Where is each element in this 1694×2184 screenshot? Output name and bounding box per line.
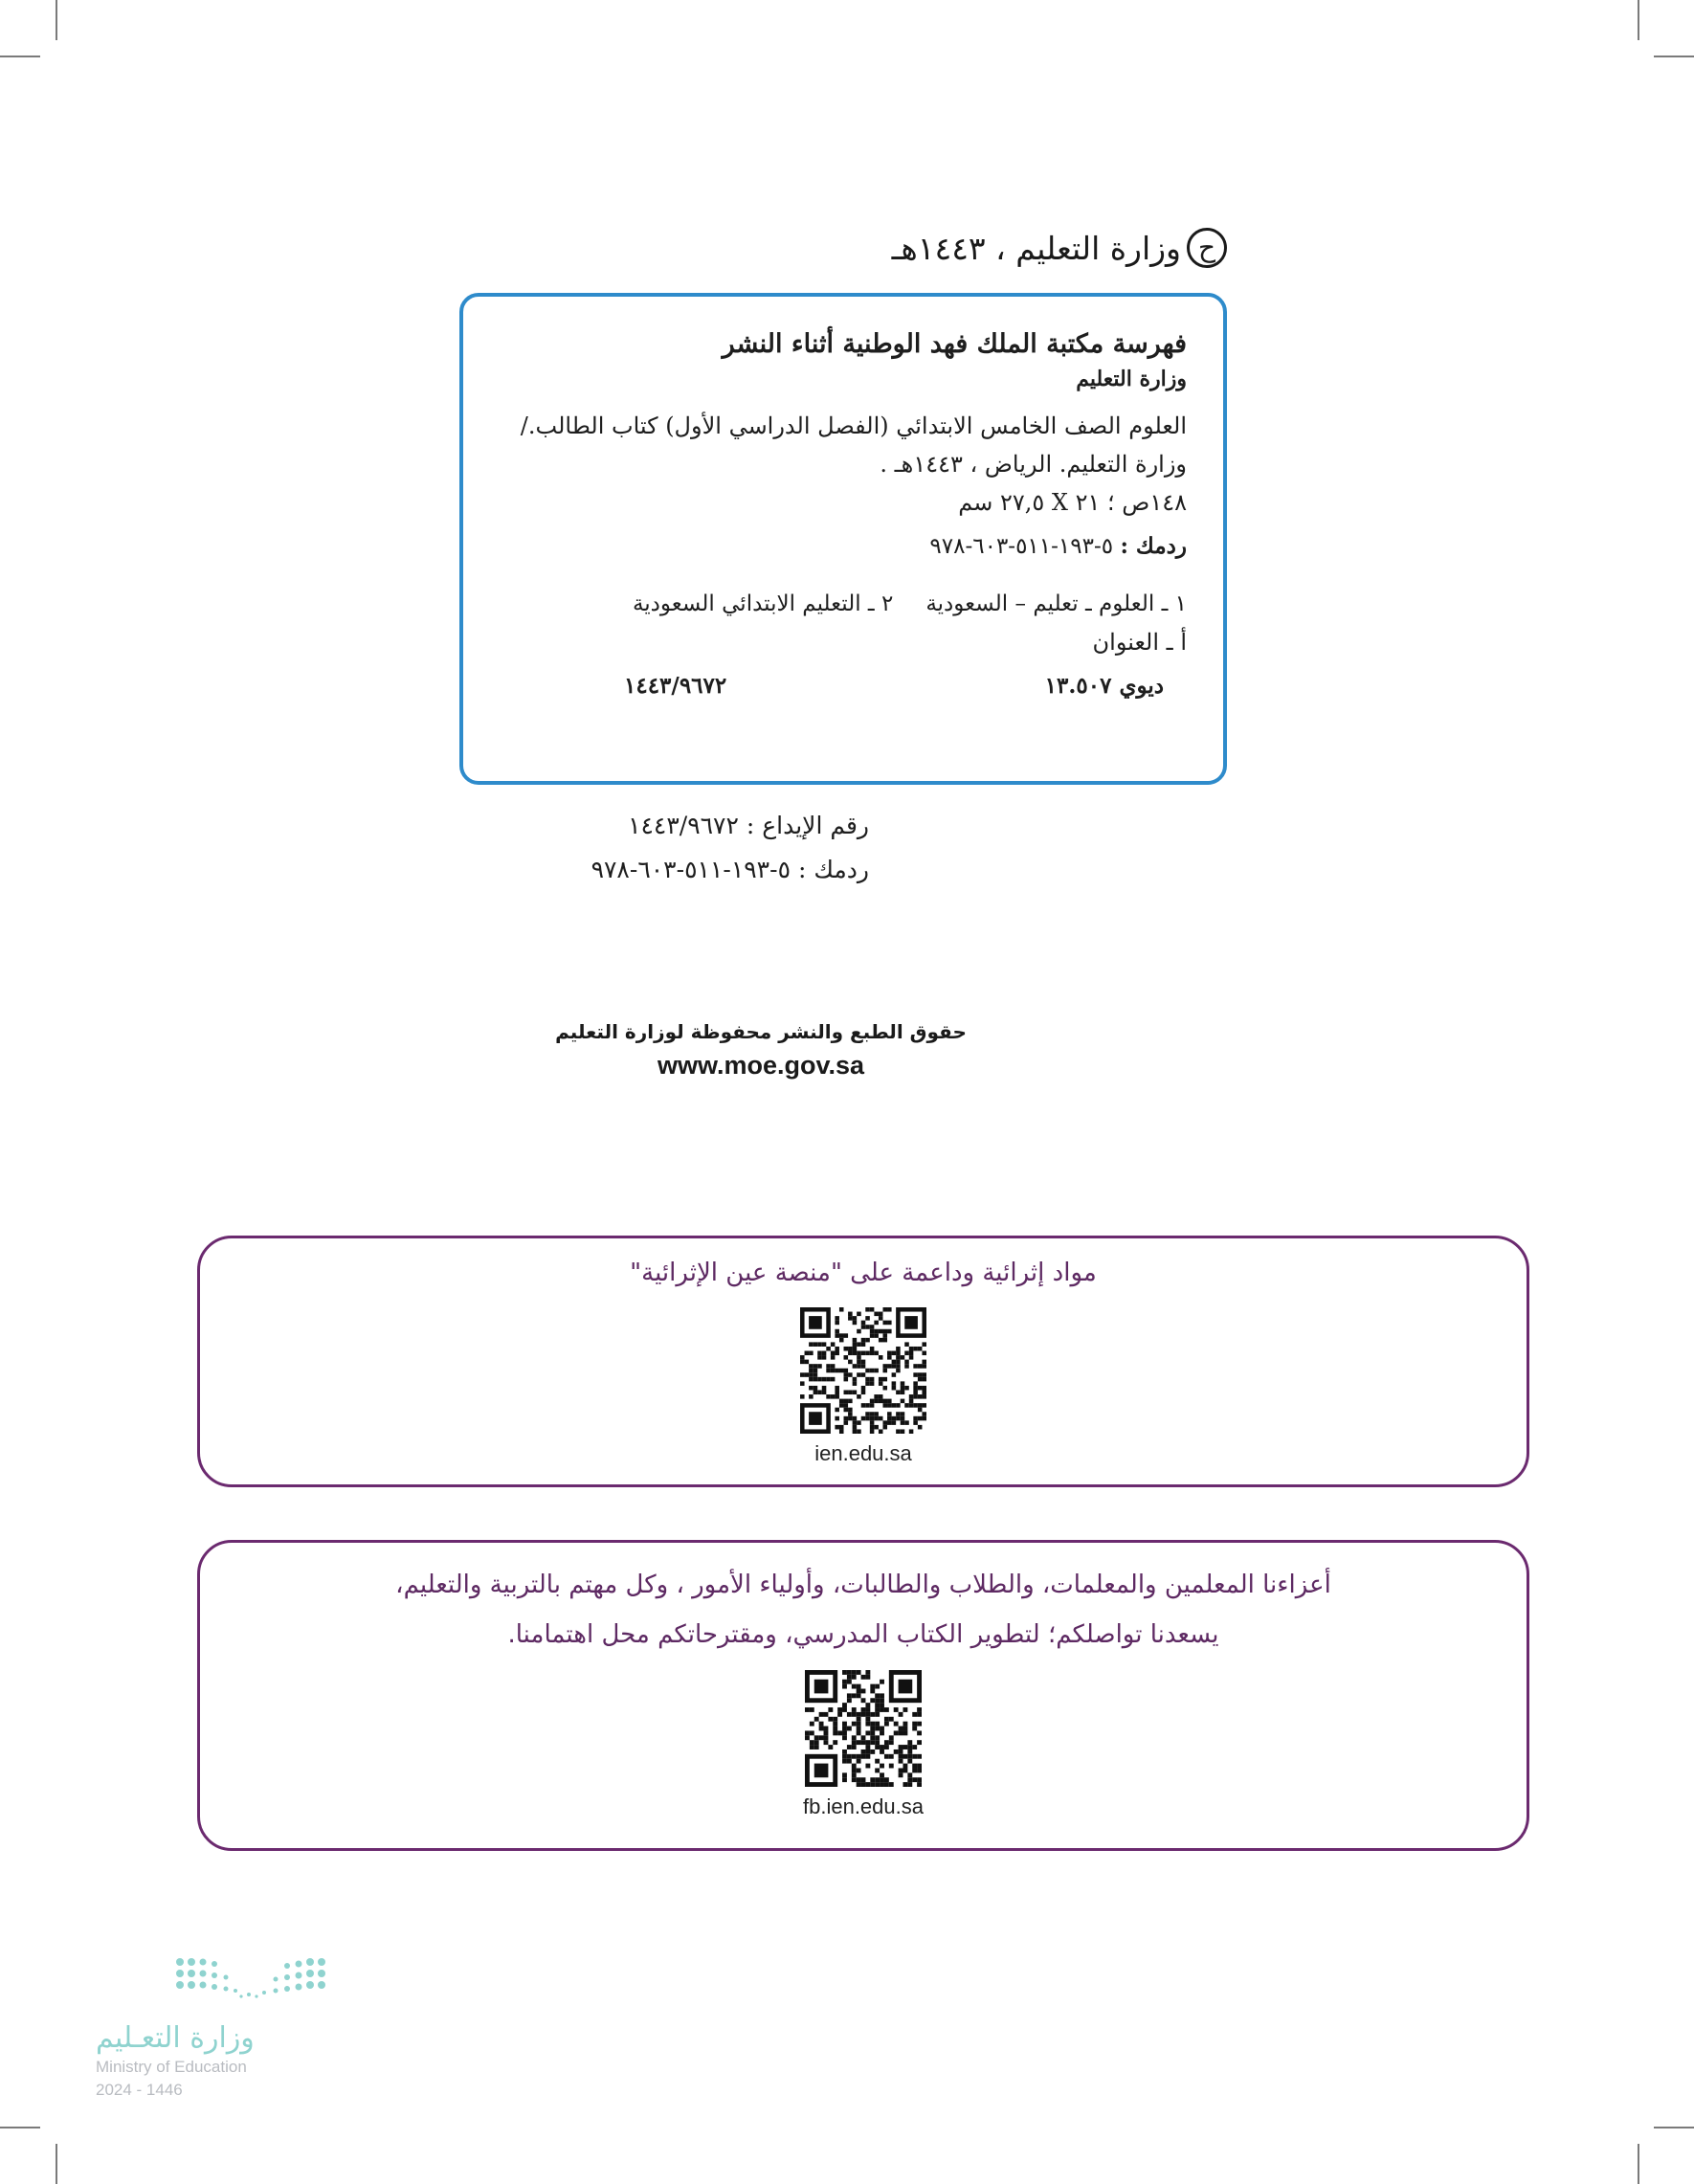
catalog-subject-1: ١ ـ العلوم ـ تعليم – السعودية (925, 591, 1187, 616)
ministry-year: 2024 - 1446 (96, 2081, 183, 2099)
rights-statement: حقوق الطبع والنشر محفوظة لوزارة التعليم (555, 1020, 967, 1043)
catalog-isbn (490, 527, 1187, 566)
feedback-text-line1: أعزاءنا المعلمين والمعلمات، والطلاب والطالبات، وأولياء الأمور ، وكل مهتم بالتربية والتعليم، (395, 1571, 1331, 1599)
feedback-url[interactable]: fb.ien.edu.sa (803, 1794, 924, 1818)
catalog-subject-2: ٢ ـ التعليم الابتدائي السعودية (632, 591, 894, 616)
crop-mark (1638, 2144, 1639, 2184)
ministry-name-english: Ministry of Education (96, 2058, 247, 2076)
catalog-line: وزارة التعليم. الرياض ، ١٤٤٣هـ . (880, 451, 1187, 478)
crop-mark (1654, 2127, 1694, 2128)
crop-mark (0, 56, 40, 57)
deposit-info (591, 804, 869, 892)
deposit-number: رقم الإيداع : ١٤٤٣/٩٦٧٢ (628, 812, 869, 839)
ministry-name-arabic: وزارة التعـليم (96, 2021, 255, 2055)
website-link[interactable]: www.moe.gov.sa (657, 1051, 865, 1080)
catalog-isbn-value: ٥-١٩٣-٥١١-٦٠٣-٩٧٨ (929, 534, 1114, 559)
crop-mark (56, 0, 57, 40)
crop-mark (1654, 56, 1694, 57)
feedback-text-line2: يسعدنا تواصلكم؛ لتطوير الكتاب المدرسي، ومقترحاتكم محل اهتمامنا. (507, 1620, 1219, 1649)
qr-code-icon[interactable] (800, 1307, 926, 1434)
deposit-isbn: ردمك : ٥-١٩٣-٥١١-٦٠٣-٩٧٨ (591, 856, 869, 883)
copyright-text: وزارة التعليم ، ١٤٤٣هـ (891, 229, 1181, 267)
copyright-symbol-icon: ح (1187, 228, 1227, 268)
catalog-line: العلوم الصف الخامس الابتدائي (الفصل الدراسي الأول) كتاب الطالب./ (520, 412, 1187, 439)
qr-code-icon[interactable] (805, 1670, 922, 1787)
catalog-subject-title: أ ـ العنوان (1092, 629, 1187, 656)
catalog-subjects (490, 585, 1187, 623)
catalog-title: فهرسة مكتبة الملك فهد الوطنية أثناء النشر (722, 329, 1187, 359)
crop-mark (0, 2127, 40, 2128)
catalog-author: وزارة التعليم (1076, 367, 1187, 391)
enrichment-box (197, 1236, 1529, 1487)
catalog-line: ١٤٨ص ؛ ٢١ X ٢٧,٥ سم (958, 489, 1187, 516)
crop-mark (56, 2144, 57, 2184)
copyright-line (892, 228, 1227, 268)
catalog-isbn-label: ردمك : (1120, 533, 1187, 559)
catalog-deposit-number: ١٤٤٣/٩٦٧٢ (624, 673, 727, 699)
cataloging-box (459, 293, 1227, 785)
catalog-classification (490, 673, 1187, 699)
enrichment-text: مواد إثرائية وداعمة على "منصة عين الإثرائية" (630, 1259, 1097, 1287)
feedback-box (197, 1540, 1529, 1851)
catalog-dewey: ديوي ١٣.٥٠٧ (1044, 673, 1164, 699)
enrichment-url[interactable]: ien.edu.sa (814, 1441, 912, 1465)
crop-mark (1638, 0, 1639, 40)
